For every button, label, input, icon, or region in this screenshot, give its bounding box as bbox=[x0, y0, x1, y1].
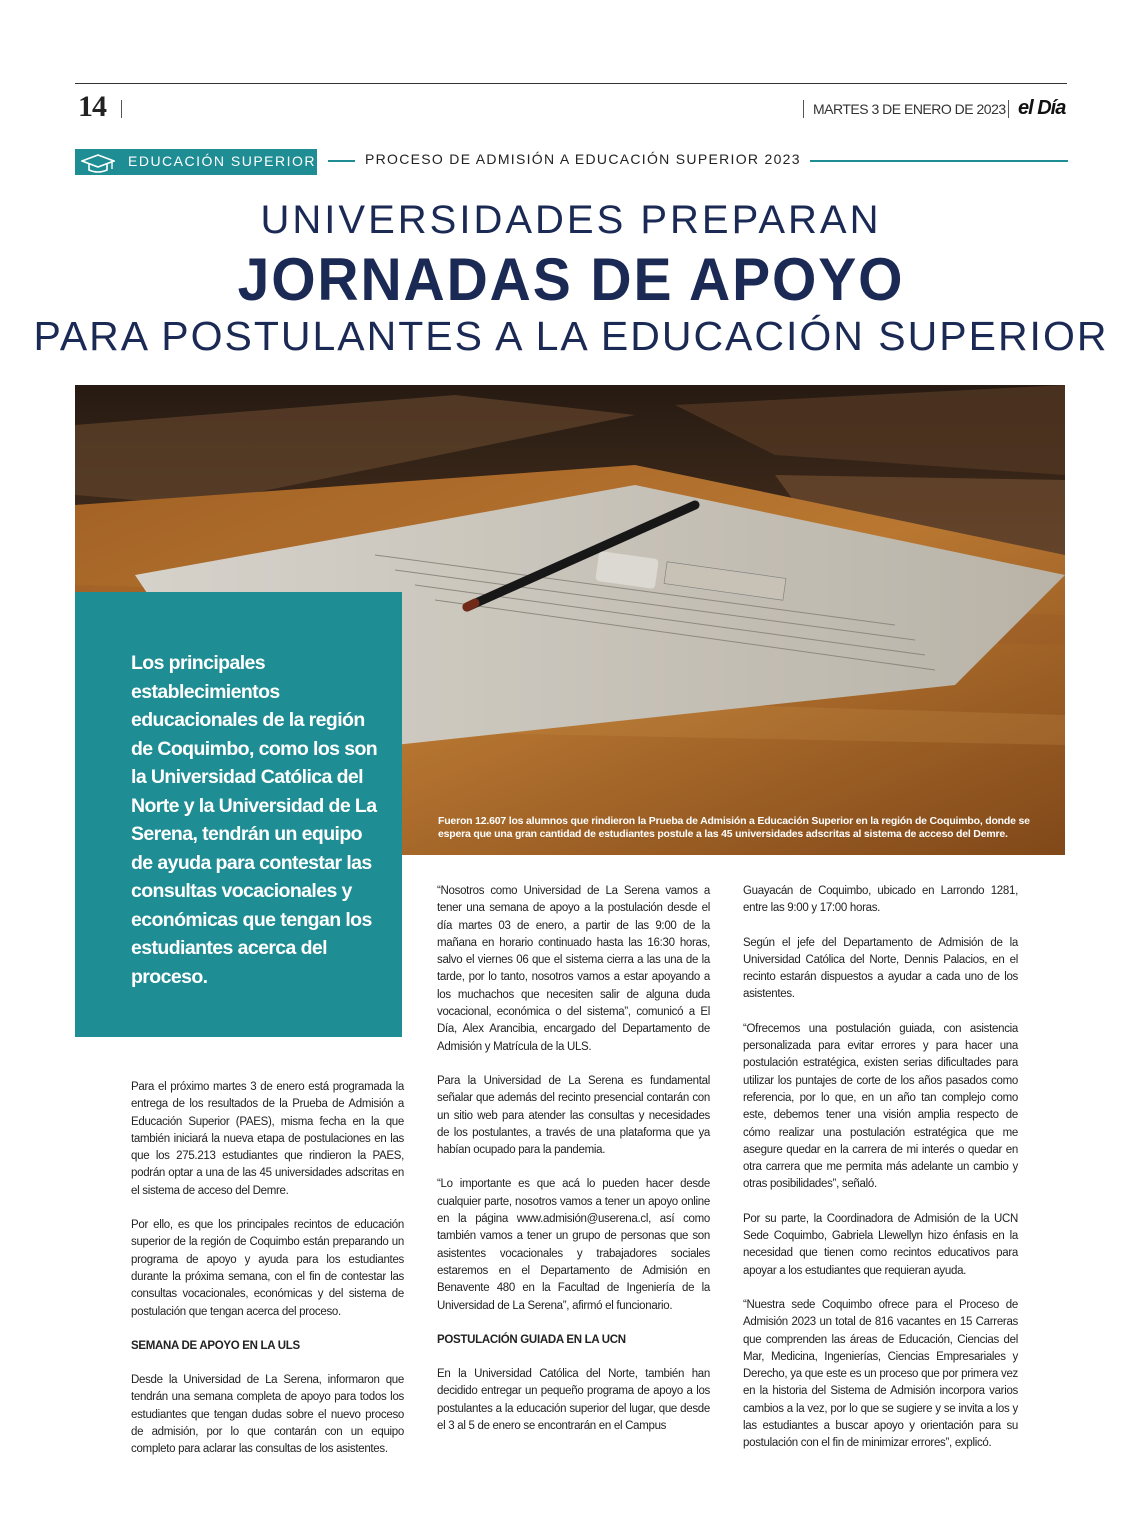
paragraph: Según el jefe del Departamento de Admisión de la Universidad Católica del Norte, Dennis Palacios, en el recinto estarán dispuestos a ayudar a cada uno de los asistentes. bbox=[743, 936, 1018, 1001]
kicker-rule-right bbox=[810, 160, 1068, 162]
body-column-1 bbox=[131, 1079, 404, 1476]
section-tag-label: EDUCACIÓN SUPERIOR bbox=[128, 153, 317, 169]
header-divider bbox=[121, 100, 122, 118]
paragraph: “Nosotros como Universidad de La Serena vamos a tener una semana de apoyo a la postulación desde el día martes 03 de enero, a partir de las 9:00 de la mañana en horario continuado hasta las 16:30 horas, salvo el viernes 06 que el sistema cierra a las una de la tarde, por lo tanto, nosotros vamos a estar apoyando a los muchachos que necesiten salir de alguna duda vocacional, económica o del sistema”, comunicó a El Día, Alex Arancibia, encargado del Departamento de Admisión y Matrícula de la ULS. bbox=[437, 885, 710, 1053]
section-kicker: PROCESO DE ADMISIÓN A EDUCACIÓN SUPERIOR 2023 bbox=[365, 151, 801, 167]
issue-date: MARTES 3 DE ENERO DE 2023 bbox=[813, 101, 1006, 117]
headline-line-1: UNIVERSIDADES PREPARAN bbox=[260, 198, 882, 242]
photo-caption: Fueron 12.607 los alumnos que rindieron la Prueba de Admisión a Educación Superior en la región de Coquimbo, donde se espera que una gran cantidad de estudiantes postule a las 45 universidades adscritas al sistema de acceso del Demre. bbox=[438, 815, 1030, 840]
paragraph: “Nuestra sede Coquimbo ofrece para el Proceso de Admisión 2023 un total de 816 vacantes en 15 Carreras que comprenden las áreas de Educación, Ciencias del Mar, Medicina, Ingenierías, Ciencias Empresariales y Derecho, ya que este es un proceso que por primera vez en la historia del Sistema de Admisión incorpora varios cambios a la vez, por lo que se sugiere y se invita a los y las estudiantes a buscar apoyo y orientación para su postulación con el fin de minimizar errores”, explicó. bbox=[743, 1298, 1018, 1450]
paragraph: En la Universidad Católica del Norte, también han decidido entregar un pequeño programa de apoyo a los postulantes a la educación superior del lugar, que desde el 3 al 5 de enero se encontrarán en el Campus bbox=[437, 1368, 710, 1433]
newspaper-brand: el Día bbox=[1018, 97, 1066, 119]
paragraph: Por su parte, la Coordinadora de Admisión de la UCN Sede Coquimbo, Gabriela Llewellyn hizo énfasis en la necesidad que tienen como recintos educativos para apoyar a los estudiantes que requieran ayuda. bbox=[743, 1212, 1018, 1277]
subheading-ucn: POSTULACIÓN GUIADA EN LA UCN bbox=[437, 1333, 626, 1346]
paragraph: Por ello, es que los principales recintos de educación superior de la región de Coquimbo están preparando un programa de apoyo y ayuda para los estudiantes durante la próxima semana, con el fin de contestar las consultas vocacionales, económicas y del sistema de postulación que tengan acerca del proceso. bbox=[131, 1219, 404, 1318]
section-tag bbox=[75, 149, 317, 175]
paragraph: Desde la Universidad de La Serena, informaron que tendrán una semana completa de apoyo para todos los estudiantes que tengan dudas sobre el nuevo proceso de admisión, por lo que contarán con un equipo completo para aclarar las consultas de los asistentes. bbox=[131, 1374, 404, 1456]
body-column-3 bbox=[743, 883, 1018, 1470]
header-top-rule bbox=[75, 83, 1067, 84]
headline-line-2: JORNADAS DE APOYO bbox=[237, 246, 905, 313]
paragraph: Guayacán de Coquimbo, ubicado en Larrondo 1281, entre las 9:00 y 17:00 horas. bbox=[743, 885, 1018, 915]
body-column-2 bbox=[437, 883, 710, 1452]
lead-text: Los principales establecimientos educacionales de la región de Coquimbo, como los son la Universidad Católica del Norte y la Universidad de La Serena, tendrán un equipo de ayuda para contestar las consultas vocacionales y económicas que tengan los estudiantes acerca del proceso. bbox=[131, 652, 378, 988]
paragraph: Para el próximo martes 3 de enero está programada la entrega de los resultados de la Prueba de Admisión a Educación Superior (PAES), misma fecha en la que también iniciará la nueva etapa de postulaciones en las que los 275.213 estudiantes que rindieron la PAES, podrán optar a una de las 45 universidades adscritas en el sistema de acceso del Demre. bbox=[131, 1081, 404, 1197]
paragraph: “Lo importante es que acá lo pueden hacer desde cualquier parte, nosotros vamos a tener un apoyo online en la página www.admisión@userena.cl, así como también vamos a tener un grupo de personas que son asistentes vocacionales y trabajadores sociales estaremos en el Departamento de Admisión en Benavente 480 en la Facultad de Ingeniería de la Universidad de La Serena”, afirmó el funcionario. bbox=[437, 1178, 710, 1312]
paragraph: “Ofrecemos una postulación guiada, con asistencia personalizada para evitar errores y para hacer una postulación estratégica, existen serias dificultades para utilizar los puntajes de corte de los años pasados como referencia, por lo que, en un año tan complejo como este, debemos tener una visión amplia respecto de cómo realizar una postulación estratégica que me asegure quedar en la carrera de mi interés o quedar en otra carrera que me permita más adelante un cambio y otras posibilidades”, señaló. bbox=[743, 1022, 1018, 1191]
date-divider bbox=[803, 100, 804, 118]
headline-line-3: PARA POSTULANTES A LA EDUCACIÓN SUPERIOR bbox=[33, 313, 1109, 359]
brand-divider bbox=[1008, 100, 1009, 118]
paragraph: Para la Universidad de La Serena es fundamental señalar que además del recinto presencial contarán con un sitio web para atender las consultas y necesidades de los postulantes, a través de una plataforma que ya habían ocupado para la pandemia. bbox=[437, 1074, 710, 1157]
graduation-cap-icon bbox=[81, 152, 115, 179]
kicker-rule-left bbox=[328, 160, 355, 162]
subheading-uls: SEMANA DE APOYO EN LA ULS bbox=[131, 1339, 300, 1352]
page-number: 14 bbox=[78, 90, 106, 123]
